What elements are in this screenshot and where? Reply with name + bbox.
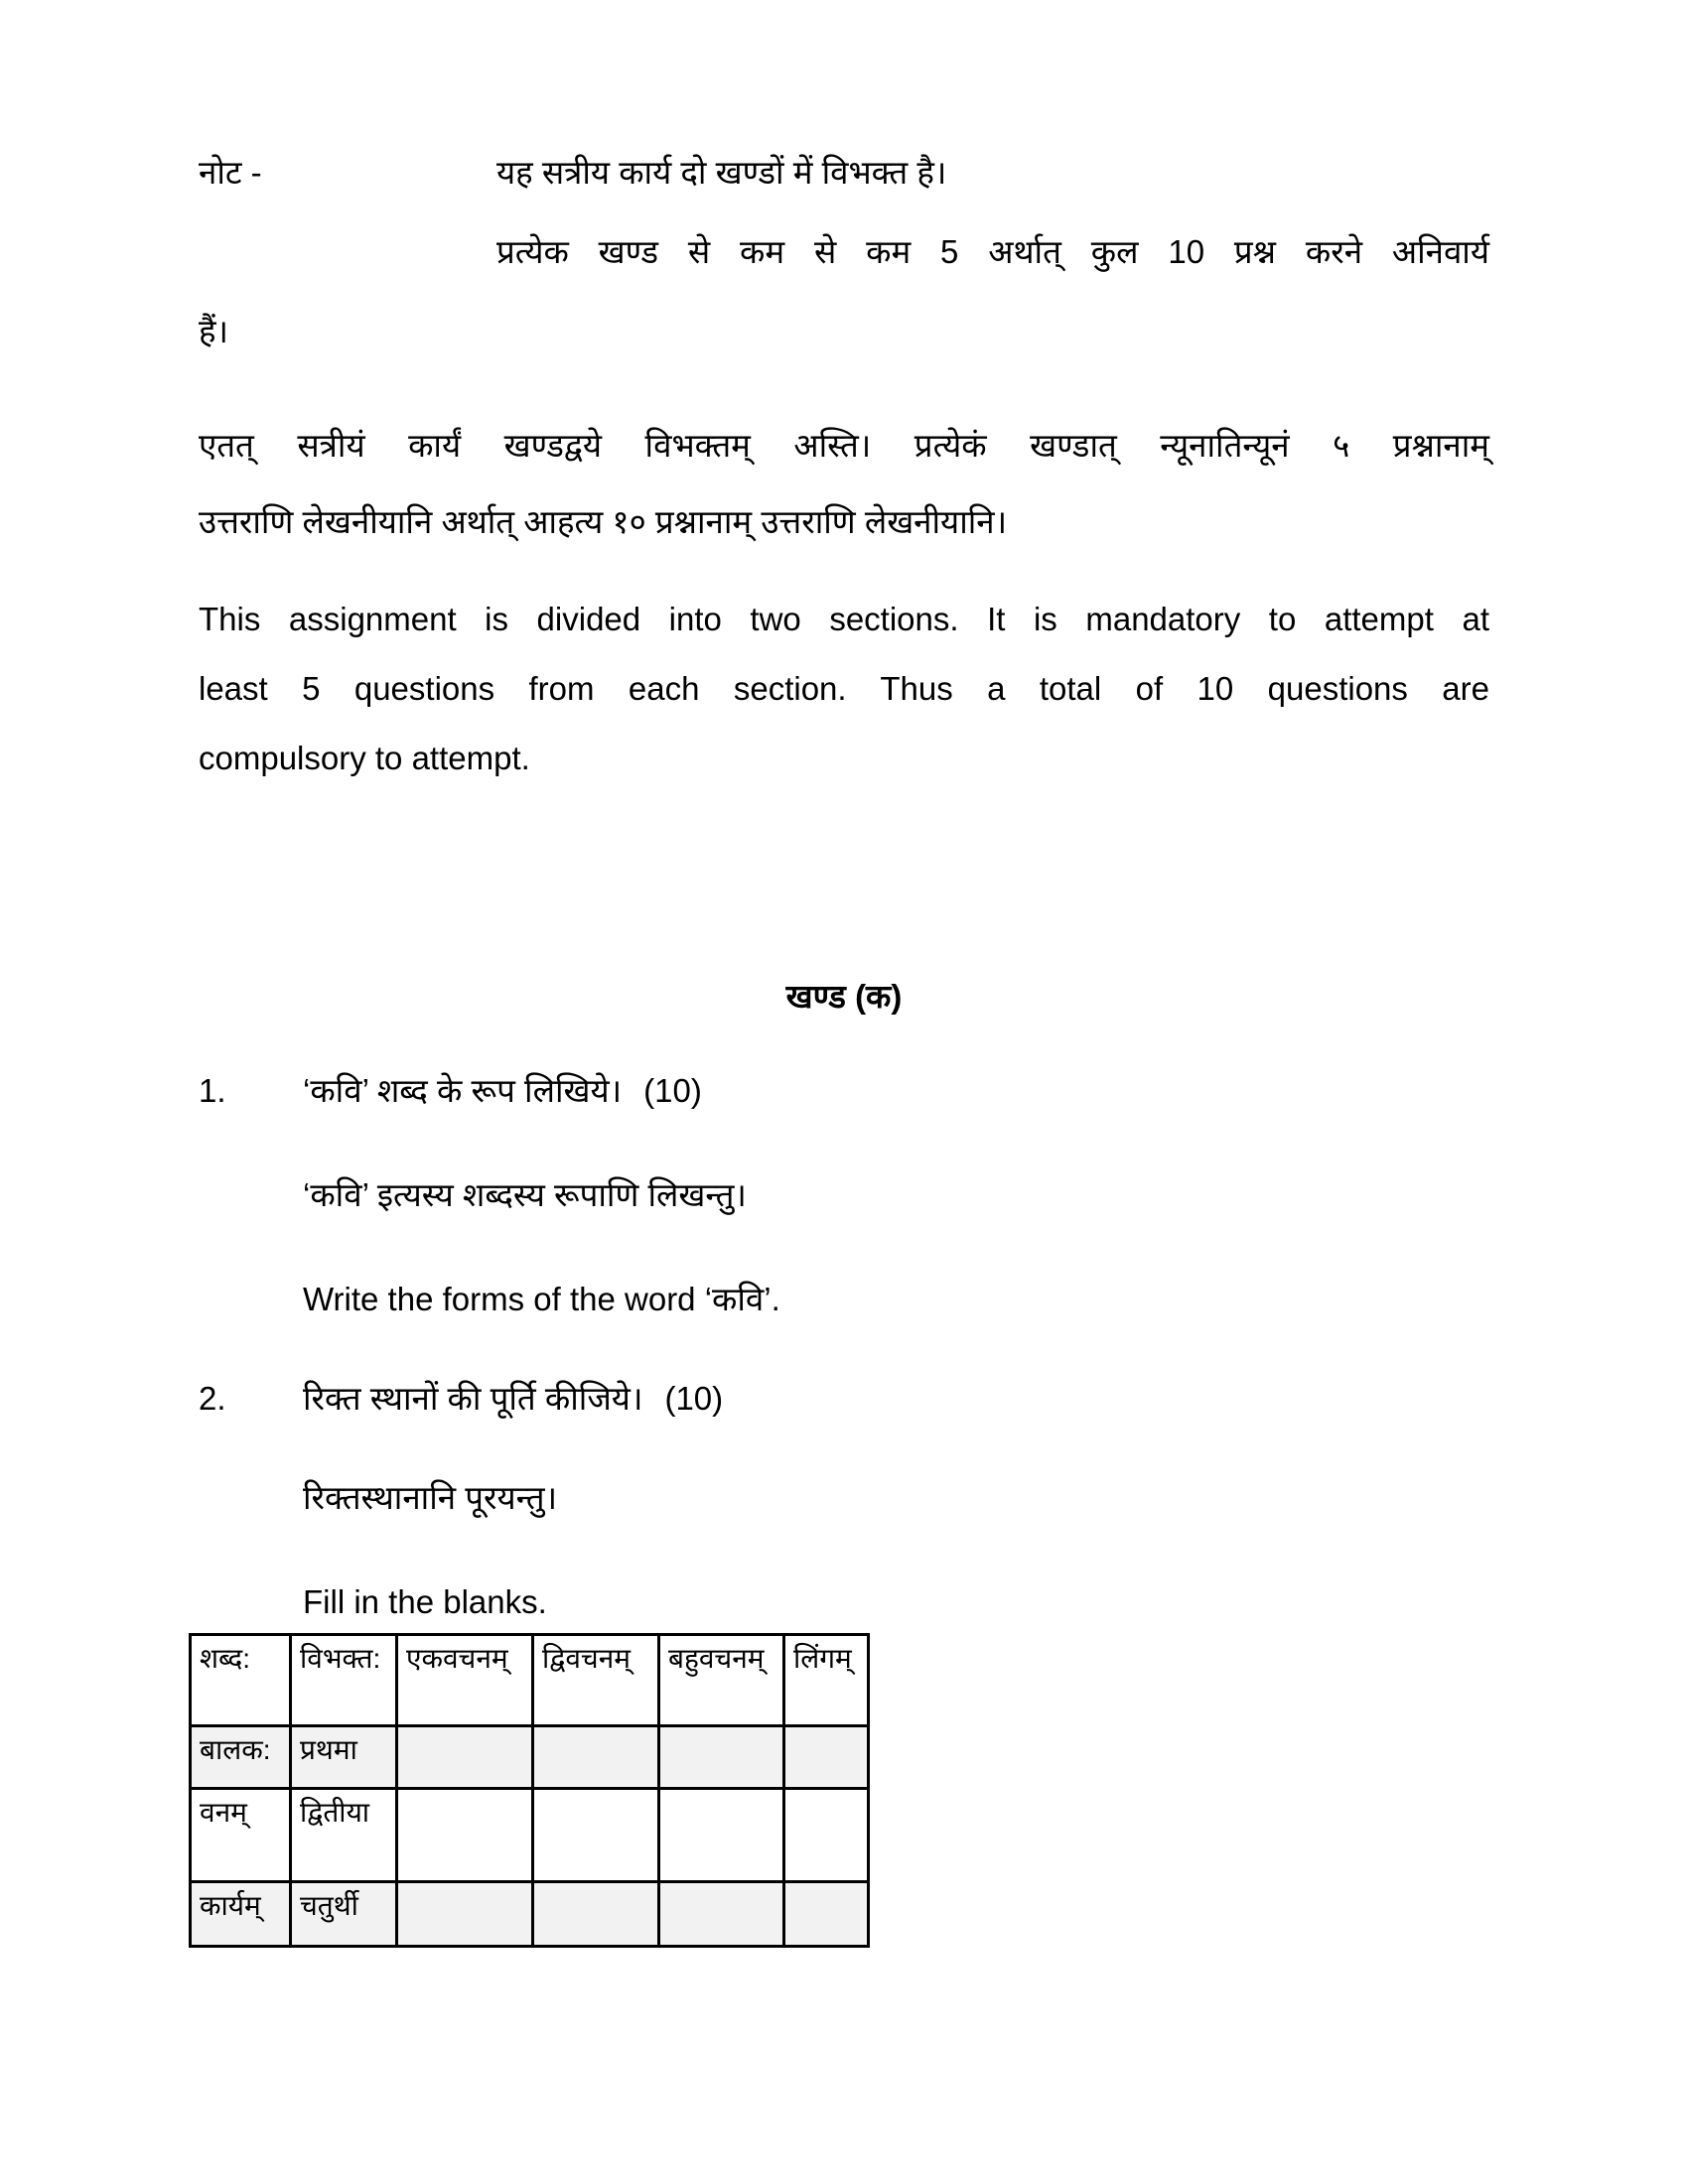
question-2-number: 2. xyxy=(199,1380,226,1417)
question-2-text-sanskrit: रिक्तस्थानानि पूरयन्तु। xyxy=(303,1479,558,1516)
note-line-1-text: यह सत्रीय कार्य दो खण्डों में विभक्त है। xyxy=(496,154,947,191)
question-2-text-hindi: रिक्त स्थानों की पूर्ति कीजिये। xyxy=(303,1380,643,1417)
question-2-marks: (10) xyxy=(664,1380,724,1417)
sanskrit-note-line-1: एतत् सत्रीयं कार्यं खण्डद्वये विभक्तम् अस्ति। प्रत्येकं खण्डात् न्यूनातिन्यूनं ५ प्रश्नानाम् xyxy=(199,427,1489,464)
table-cell-blank xyxy=(533,1789,659,1882)
table-cell-vibhakti-chaturthi: चतुर्थी xyxy=(291,1882,397,1947)
question-2-text-english: Fill in the blanks. xyxy=(303,1583,547,1620)
table-cell-blank xyxy=(397,1882,533,1947)
question-1-number: 1. xyxy=(199,1072,226,1109)
table-cell-blank xyxy=(659,1726,784,1789)
table-cell-word-balakah: बालक: xyxy=(191,1726,291,1789)
table-row-karyam xyxy=(191,1882,869,1947)
table-header-row xyxy=(191,1635,869,1726)
table-header-vibhakti: विभक्त: xyxy=(291,1635,397,1726)
table-cell-blank xyxy=(784,1882,869,1947)
table-row-vanam xyxy=(191,1789,869,1882)
table-cell-blank xyxy=(784,1726,869,1789)
question-1-text-sanskrit: ‘कवि’ इत्यस्य शब्दस्य रूपाणि लिखन्तु। xyxy=(303,1176,747,1213)
section-heading: खण्ड (क) xyxy=(785,978,903,1015)
table-cell-blank xyxy=(784,1789,869,1882)
table-header-lingam: लिंगम् xyxy=(784,1635,869,1726)
table-cell-blank xyxy=(659,1789,784,1882)
table-cell-blank xyxy=(659,1882,784,1947)
note-line-2: प्रत्येक खण्ड से कम से कम 5 अर्थात् कुल 10 प्रश्न करने अनिवार्य xyxy=(496,233,1489,270)
note-line-3: हैं। xyxy=(199,313,229,349)
note-label: नोट - xyxy=(199,154,262,191)
table-cell-word-vanam: वनम् xyxy=(191,1789,291,1882)
table-cell-vibhakti-dvitiya: द्वितीया xyxy=(291,1789,397,1882)
english-note-line-1: This assignment is divided into two sections. It is mandatory to attempt at xyxy=(199,601,1489,637)
table-header-bahuvachanam: बहुवचनम् xyxy=(659,1635,784,1726)
question-1-text-hindi: ‘कवि’ शब्द के रूप लिखिये। xyxy=(303,1072,623,1109)
table-cell-blank xyxy=(533,1726,659,1789)
english-note-line-3: compulsory to attempt. xyxy=(199,740,530,776)
question-2-row xyxy=(199,1375,1489,1423)
table-cell-blank xyxy=(533,1882,659,1947)
table-header-ekavachanam: एकवचनम् xyxy=(397,1635,533,1726)
note-line-1 xyxy=(199,149,1489,197)
table-row-balakah xyxy=(191,1726,869,1789)
question-1-row xyxy=(199,1067,1489,1115)
table-cell-vibhakti-prathama: प्रथमा xyxy=(291,1726,397,1789)
question-1-text-english: Write the forms of the word ‘कवि’. xyxy=(303,1281,780,1317)
sanskrit-note-line-2: उत्तराणि लेखनीयानि अर्थात् आहत्य १० प्रश्नानाम् उत्तराणि लेखनीयानि। xyxy=(199,503,1008,540)
question-1-marks: (10) xyxy=(643,1072,702,1109)
table-cell-blank xyxy=(397,1789,533,1882)
blanks-table xyxy=(189,1633,870,1948)
table-header-dvivachanam: द्विवचनम् xyxy=(533,1635,659,1726)
table-cell-word-karyam: कार्यम् xyxy=(191,1882,291,1947)
table-header-shabda: शब्द: xyxy=(191,1635,291,1726)
table-cell-blank xyxy=(397,1726,533,1789)
english-note-line-2: least 5 questions from each section. Thus a total of 10 questions are xyxy=(199,670,1489,707)
